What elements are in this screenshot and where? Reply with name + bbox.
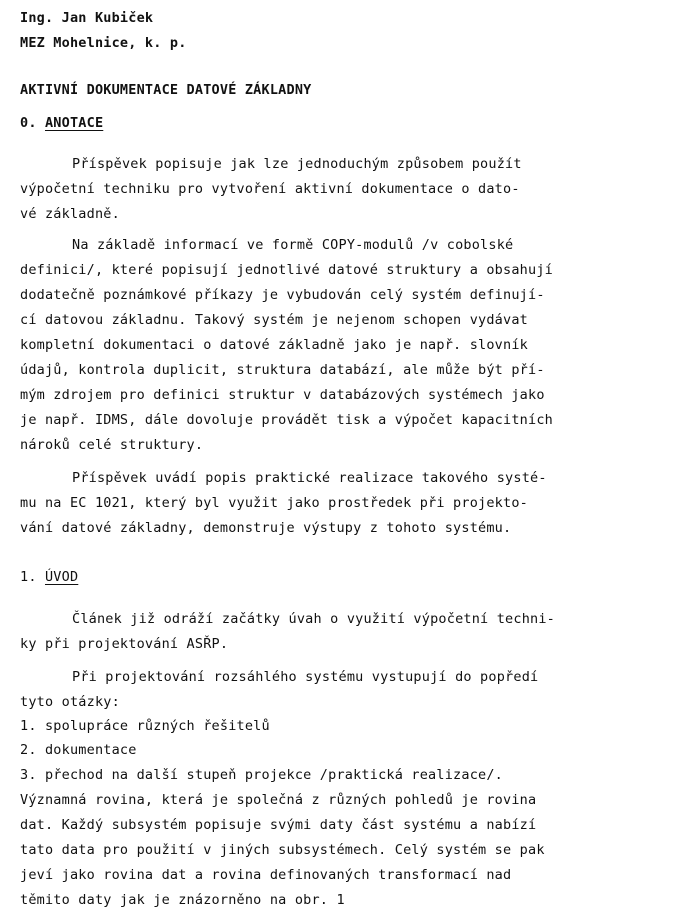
- list-item: 1. spolupráce různých řešitelů: [20, 718, 270, 734]
- paragraph-line: ky při projektování ASŘP.: [20, 636, 229, 652]
- paragraph-line: Na základě informací ve formě COPY-modulů /v cobolské: [72, 237, 514, 253]
- section-heading-annotation: [20, 114, 103, 132]
- list-item: 2. dokumentace: [20, 742, 137, 758]
- paragraph-line: mým zdrojem pro definici struktur v databázových systémech jako: [20, 387, 545, 403]
- paragraph-line: definici/, které popisují jednotlivé datové struktury a obsahují: [20, 262, 553, 278]
- paragraph-line: Příspěvek uvádí popis praktické realizace takového systé-: [72, 470, 547, 486]
- paragraph-line: kompletní dokumentaci o datové základně jako je např. slovník: [20, 337, 528, 353]
- paragraph-line: jeví jako rovina dat a rovina definovaných transformací nad: [20, 867, 512, 883]
- paragraph-line: cí datovou základnu. Takový systém je nejenom schopen vydávat: [20, 312, 528, 328]
- paragraph-line: údajů, kontrola duplicit, struktura databází, ale může být pří-: [20, 362, 545, 378]
- document-title: AKTIVNÍ DOKUMENTACE DATOVÉ ZÁKLADNY: [20, 82, 312, 98]
- paragraph-line: výpočetní techniku pro vytvoření aktivní dokumentace o dato-: [20, 181, 520, 197]
- paragraph-line: je např. IDMS, dále dovoluje provádět tisk a výpočet kapacitních: [20, 412, 553, 428]
- section-number: 0.: [20, 115, 37, 131]
- paragraph-line: tato data pro použití v jiných subsystémech. Celý systém se pak: [20, 842, 545, 858]
- paragraph-line: dat. Každý subsystém popisuje svými daty část systému a nabízí: [20, 817, 537, 833]
- paragraph-line: Příspěvek popisuje jak lze jednoduchým způsobem použít: [72, 156, 522, 172]
- paragraph-line: tyto otázky:: [20, 694, 120, 710]
- paragraph-line: mu na EC 1021, který byl využit jako prostředek při projekto-: [20, 495, 528, 511]
- paragraph-line: Při projektování rozsáhlého systému vystupují do popředí: [72, 669, 539, 685]
- paragraph-line: vání datové základny, demonstruje výstupy z tohoto systému.: [20, 520, 512, 536]
- paragraph-line: Významná rovina, která je společná z různých pohledů je rovina: [20, 792, 537, 808]
- list-item: 3. přechod na další stupeň projekce /praktická realizace/.: [20, 767, 504, 783]
- organization-name: MEZ Mohelnice, k. p.: [20, 35, 187, 51]
- author-name: Ing. Jan Kubiček: [20, 10, 154, 26]
- paragraph-line: dodatečně poznámkové příkazy je vybudován celý systém definují-: [20, 287, 545, 303]
- section-title: ANOTACE: [44, 115, 104, 131]
- section-heading-intro: [20, 568, 78, 586]
- paragraph-line: vé základně.: [20, 206, 120, 222]
- section-number: 1.: [20, 569, 37, 585]
- section-title: ÚVOD: [44, 569, 79, 585]
- paragraph-line: těmito daty jak je znázorněno na obr. 1: [20, 892, 345, 908]
- paragraph-line: Článek již odráží začátky úvah o využití výpočetní techni-: [72, 611, 556, 627]
- paragraph-line: nároků celé struktury.: [20, 437, 204, 453]
